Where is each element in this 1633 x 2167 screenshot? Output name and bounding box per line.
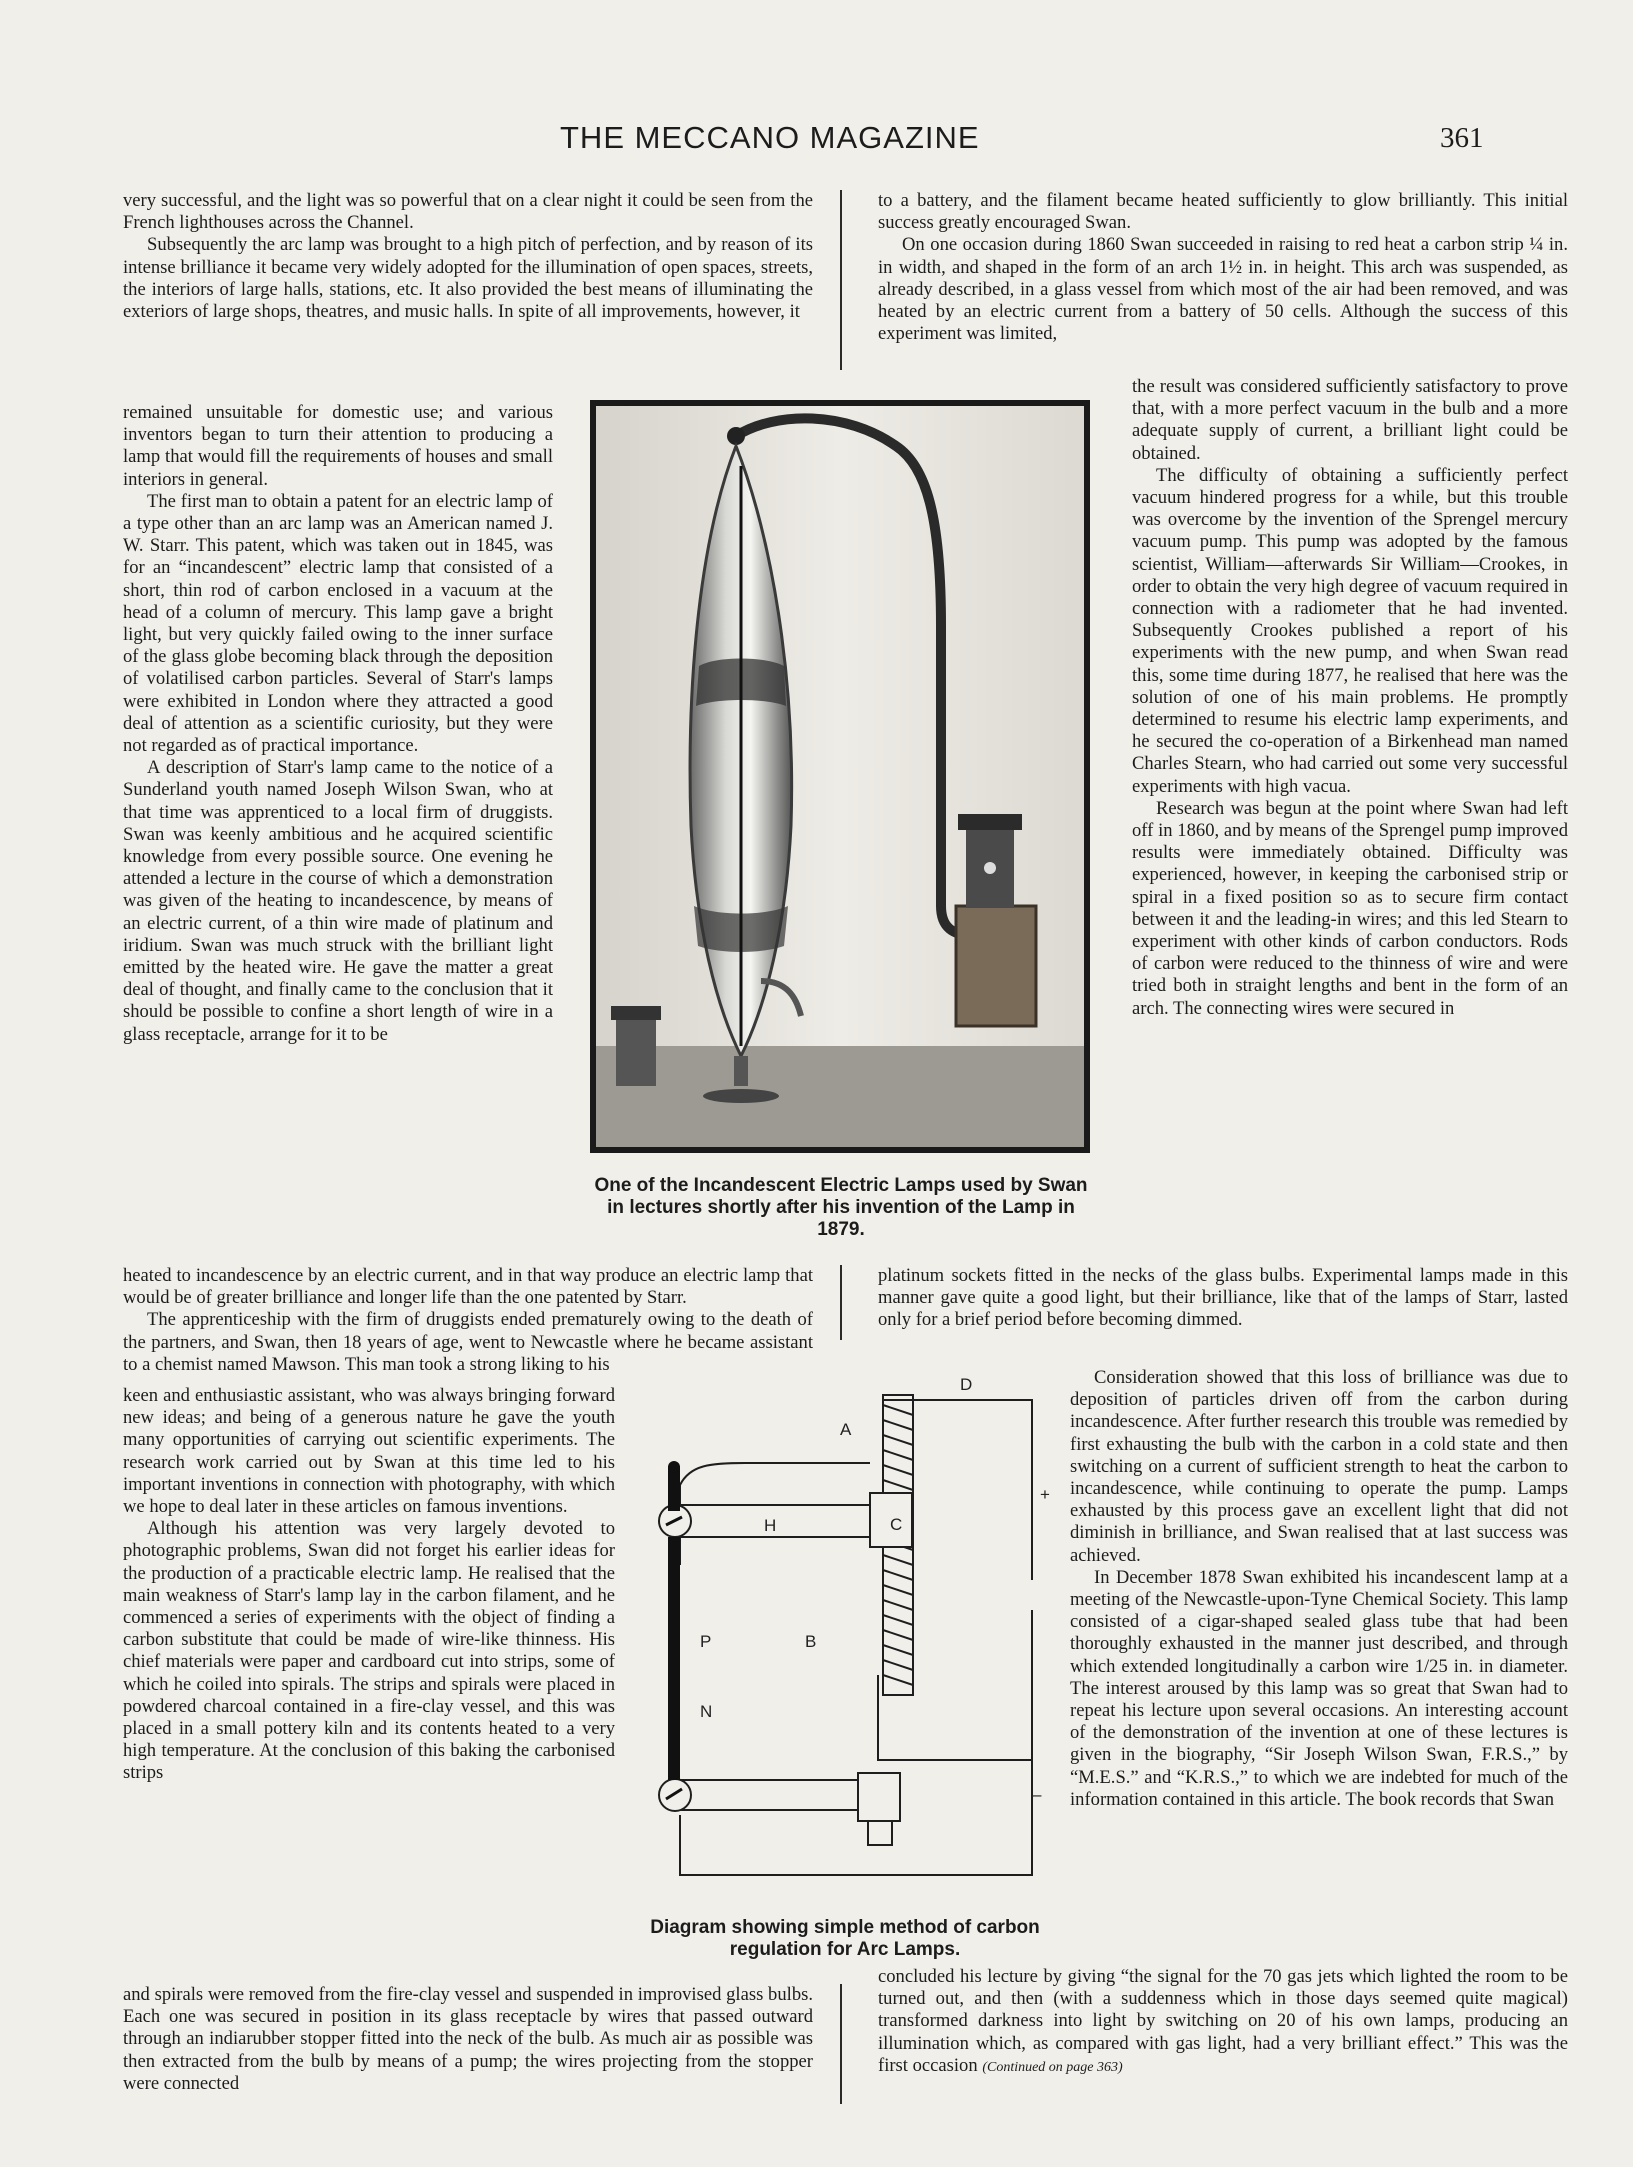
paragraph: remained unsuitable for domestic use; and various inventors began to turn their attention to producing a lamp that would fill the requirements of houses and small interiors in general.	[123, 402, 553, 490]
diagram-label-p: P	[700, 1632, 712, 1651]
left-column-middle	[123, 1265, 813, 1376]
paragraph: The first man to obtain a patent for an electric lamp of a type other than an arc lamp was an American named J. W. Starr. This patent, which was taken out in 1845, was for an “incandescent” electric lamp that consisted of a short, thin rod of carbon enclosed in a vacuum at the head of a column of mercury. This lamp gave a bright light, but very quickly failed owing to the inner surface of the glass globe becoming black through the deposition of volatilised carbon particles. Several of Starr's lamps were exhibited in London where they attracted a good deal of attention as a scientific curiosity, but they were not regarded as of practical importance.	[123, 490, 553, 757]
diagram-label-plus: +	[1040, 1485, 1050, 1504]
lamp-photograph	[590, 400, 1090, 1153]
right-column-top	[878, 190, 1568, 345]
paragraph: On one occasion during 1860 Swan succeeded in raising to red heat a carbon strip ¼ in. in width, and shaped in the form of an arch 1½ in. in height. This arch was suspended, as already described, in a glass vessel from which most of the air had been removed, and was heated by an electric current from a battery of 50 cells. Although the success of this experiment was limited,	[878, 234, 1568, 345]
paragraph: Subsequently the arc lamp was brought to a high pitch of perfection, and by reason of its intense brilliance it became very widely adopted for the illumination of open spaces, streets, the interiors of large halls, stations, etc. It also provided the best means of illuminating the exteriors of large shops, theatres, and music halls. In spite of all improvements, however, it	[123, 234, 813, 323]
right-column-middle	[878, 1265, 1568, 1332]
paragraph-text: concluded his lecture by giving “the signal for the 70 gas jets which lighted the room to be turned out, and then (with a suddenness which in those days seemed quite magical) transformed darkness into light by switching on 20 of his own lamps, producing an illumination which, as compared with gas light, had a very brilliant effect.” This was the first occasion	[878, 1966, 1568, 2076]
paragraph: heated to incandescence by an electric current, and in that way produce an electric lamp that would be of greater brilliance and longer life than the one patented by Starr.	[123, 1265, 813, 1309]
column-rule	[840, 1984, 842, 2104]
diagram-label-a: A	[840, 1420, 852, 1439]
diagram-label-d: D	[960, 1375, 973, 1394]
paragraph: keen and enthusiastic assistant, who was always bringing forward new ideas; and being of a generous nature he gave the youth many opportunities of carrying out scientific experiments. The research work carried out by Swan at this time led to his important inventions in connection with photography, with which we hope to deal later in these articles on famous inventions.	[123, 1385, 615, 1518]
left-column-bottom	[123, 1984, 813, 2095]
right-column-wrap	[1132, 376, 1568, 1020]
paragraph: Research was begun at the point where Swan had left off in 1860, and by means of the Sprengel pump improved results were immediately obtained. Difficulty was experienced, however, in keeping the carbonised strip or spiral in a fixed position so as to secure firm contact between it and the leading-in wires; and this led Stearn to experiment with other kinds of carbon conductors. Rods of carbon were reduced to the thinness of wire and were tried both in straight lengths and bent in the form of an arch. The connecting wires were secured in	[1132, 797, 1568, 1019]
magazine-title: THE MECCANO MAGAZINE	[560, 120, 980, 155]
lamp-illustration	[596, 406, 1084, 1147]
diagram-label-b: B	[805, 1632, 817, 1651]
left-column-wrap	[123, 402, 553, 1046]
page-number: 361	[1440, 122, 1484, 154]
paragraph	[878, 1966, 1568, 2079]
paragraph: to a battery, and the filament became heated sufficiently to glow brilliantly. This initial success greatly encouraged Swan.	[878, 190, 1568, 234]
paragraph: the result was considered sufficiently satisfactory to prove that, with a more perfect vacuum in the bulb and a more adequate supply of current, a brilliant light could be obtained.	[1132, 376, 1568, 464]
paragraph: platinum sockets fitted in the necks of the glass bulbs. Experimental lamps made in this manner gave quite a good light, but their brilliance, like that of the lamps of Starr, lasted only for a brief period before becoming dimmed.	[878, 1265, 1568, 1331]
left-column-lower	[123, 1385, 615, 1785]
carbon-regulation-diagram	[630, 1375, 1060, 1905]
paragraph: Although his attention was very largely devoted to photographic problems, Swan did not forget his earlier ideas for the production of a practicable electric lamp. He realised that the main weakness of Starr's lamp lay in the carbon filament, and he commenced a series of experiments with the object of finding a carbon substitute that could be made of wire-like thinness. His chief materials were paper and cardboard cut into strips, some of which he coiled into spirals. The strips and spirals were placed in powdered charcoal contained in a fire-clay vessel, and this was placed in a small pottery kiln and its contents heated to a very high temperature. At the conclusion of this baking the carbonised strips	[123, 1518, 615, 1784]
paragraph: The apprenticeship with the firm of druggists ended prematurely owing to the death of the partners, and Swan, then 18 years of age, went to Newcastle where he became assistant to a chemist named Mawson. This man took a strong liking to his	[123, 1309, 813, 1375]
left-column-top	[123, 190, 813, 323]
arc-lamp-diagram	[630, 1375, 1060, 1905]
continued-note: (Continued on page 363)	[982, 2059, 1123, 2075]
paragraph: and spirals were removed from the fire-clay vessel and suspended in improvised glass bulbs. Each one was secured in position in its glass receptacle by wires that passed outward through an indiarubber stopper fitted into the neck of the bulb. As much air as possible was then extracted from the bulb by means of a pump; the wires projecting from the stopper were connected	[123, 1984, 813, 2094]
right-column-bottom	[878, 1966, 1568, 2079]
diagram-label-minus: –	[1032, 1785, 1042, 1804]
column-rule	[840, 1265, 842, 1340]
right-column-lower	[1070, 1367, 1568, 1811]
paragraph: A description of Starr's lamp came to the notice of a Sunderland youth named Joseph Wilson Swan, who at that time was apprenticed to a local firm of druggists. Swan was keenly ambitious and he acquired scientific knowledge from every possible source. One evening he attended a lecture in the course of which a demonstration was given of the heating to incandescence, by means of an electric current, of a thin wire made of platinum and iridium. Swan was much struck with the brilliant light emitted by the heated wire. He gave the matter a great deal of thought, and finally came to the conclusion that it should be possible to confine a short length of wire in a glass receptacle, arrange for it to be	[123, 757, 553, 1045]
page-header	[0, 120, 1633, 170]
paragraph: The difficulty of obtaining a sufficiently perfect vacuum hindered progress for a while, but this trouble was overcome by the invention of the Sprengel mercury vacuum pump. This pump was adopted by the famous scientist, William—afterwards Sir William—Crookes, in order to obtain the very high degree of vacuum required in connection with a radiometer that he had invented. Subsequently Crookes published a report of his experiments with the new pump, and when Swan read this, some time during 1877, he realised that here was the solution of one of his main problems. He promptly determined to resume his electric lamp experiments, and he secured the co-operation of a Birkenhead man named Charles Stearn, who had carried out some very successful experiments with high vacua.	[1132, 464, 1568, 797]
paragraph: very successful, and the light was so powerful that on a clear night it could be seen from the French lighthouses across the Channel.	[123, 190, 813, 234]
paragraph: In December 1878 Swan exhibited his incandescent lamp at a meeting of the Newcastle-upon-Tyne Chemical Society. This lamp consisted of a cigar-shaped sealed glass tube that had been thoroughly exhausted in the manner just described, and through which extended longitudinally a carbon wire 1/25 in. in diameter. The interest aroused by this lamp was so great that Swan had to repeat his lecture upon several occasions. An interesting account of the demonstration of the invention at one of these lectures is given in the biography, “Sir Joseph Wilson Swan, F.R.S.,” by “M.E.S.” and “K.R.S.,” to which we are indebted for much of the information contained in this article. The book records that Swan	[1070, 1566, 1568, 1810]
diagram-caption: Diagram showing simple method of carbon regulation for Arc Lamps.	[650, 1917, 1040, 1960]
diagram-label-n: N	[700, 1702, 713, 1721]
diagram-label-h: H	[764, 1516, 777, 1535]
photo-caption: One of the Incandescent Electric Lamps used by Swan in lectures shortly after his invention of the Lamp in 1879.	[594, 1175, 1088, 1240]
paragraph: Consideration showed that this loss of brilliance was due to deposition of particles driven off from the carbon during incandescence. After further research this trouble was remedied by first exhausting the bulb with the carbon in a cold state and then switching on a current of sufficient strength to heat the carbon to incandescence, while continuing to operate the pump. Lamps exhausted by this process gave an excellent light that did not diminish in brilliance, and Swan realised that at last success was achieved.	[1070, 1367, 1568, 1566]
column-rule	[840, 190, 842, 370]
diagram-label-c: C	[890, 1515, 903, 1534]
